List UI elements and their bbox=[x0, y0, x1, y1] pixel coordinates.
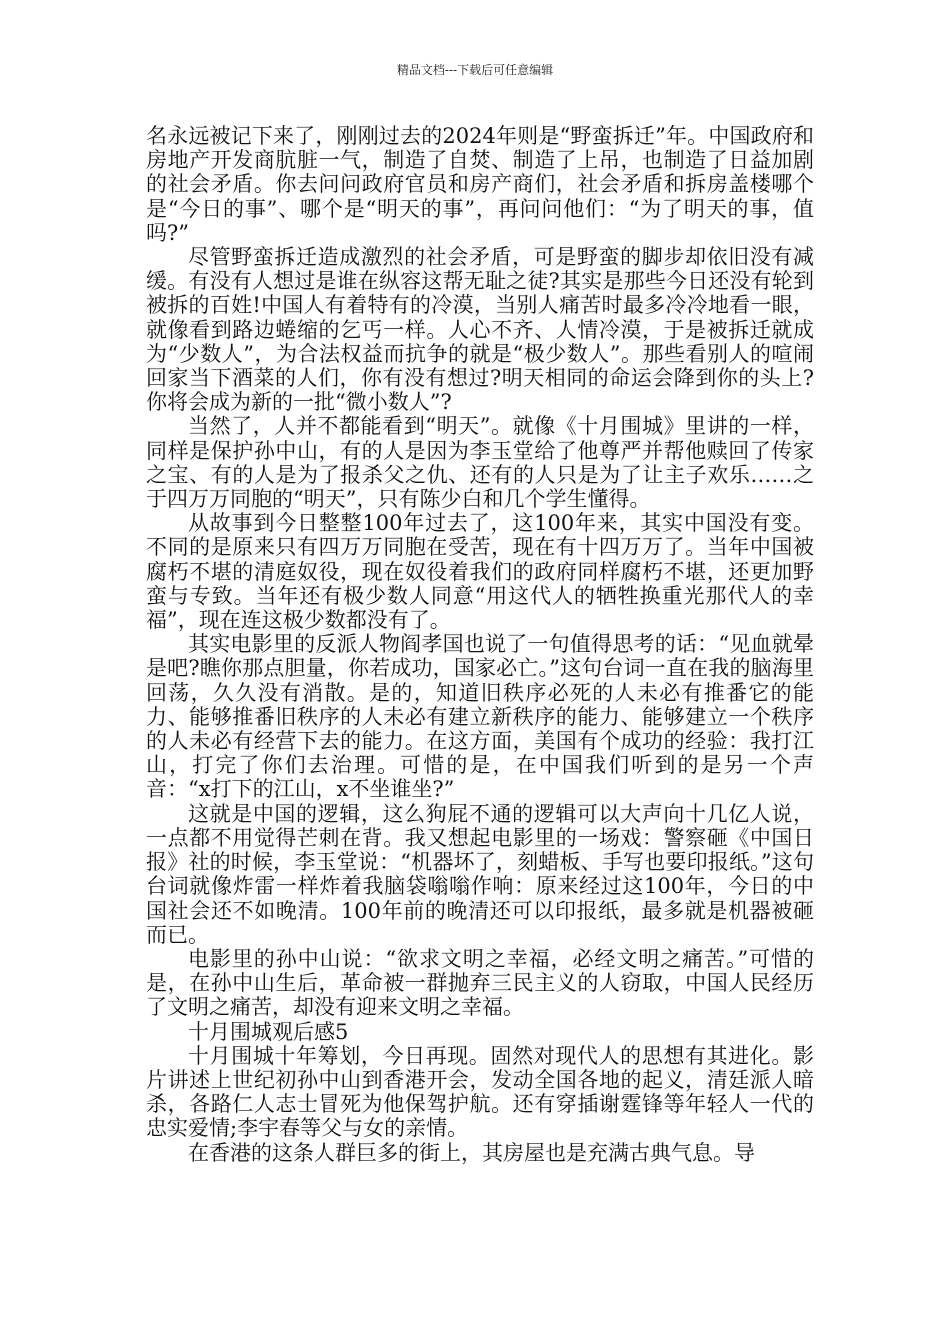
paragraph: 名永远被记下来了，刚刚过去的2024年则是“野蛮拆迁”年。中国政府和房地产开发商肮脏一气，制造了自焚、制造了上吊，也制造了日益加剧的社会矛盾。你去问问政府官员和房产商们，社会矛盾和拆房盖楼哪个是“今日的事”、哪个是“明天的事”，再问问他们：“为了明天的事，值吗?” bbox=[146, 124, 814, 245]
paragraph: 十月围城十年筹划，今日再现。固然对现代人的思想有其进化。影片讲述上世纪初孙中山到香港开会，发动全国各地的起义，清廷派人暗杀，各路仁人志士冒死为他保驾护航。还有穿插谢霆锋等年轻人一代的忠实爱情;李宇春等父与女的亲情。 bbox=[146, 1043, 814, 1141]
section-heading: 十月围城观后感5 bbox=[188, 1019, 349, 1044]
paragraph: 尽管野蛮拆迁造成激烈的社会矛盾，可是野蛮的脚步却依旧没有减缓。有没有人想过是谁在纵容这帮无耻之徒?其实是那些今日还没有轮到被拆的百姓!中国人有着特有的冷漠，当别人痛苦时最多冷冷地看一眼，就像看到路边蜷缩的乞丐一样。人心不齐、人情冷漠，于是被拆迁就成为“少数人”，为合法权益而抗争的就是“极少数人”。那些看别人的喧闹回家当下酒菜的人们，你有没有想过?明天相同的命运会降到你的头上?你将会成为新的一批“微小数人”? bbox=[146, 245, 814, 415]
paragraph: 从故事到今日整整100年过去了，这100年来，其实中国没有变。不同的是原来只有四万万同胞在受苦，现在有十四万万了。当年中国被腐朽不堪的清庭奴役，现在奴役着我们的政府同样腐朽不堪，还更加野蛮与专致。当年还有极少数人同意“用这代人的牺牲换重光那代人的幸福”，现在连这极少数都没有了。 bbox=[146, 511, 814, 633]
paragraph: 其实电影里的反派人物阎孝国也说了一句值得思考的话：“见血就晕是吧?瞧你那点胆量，你若成功，国家必亡。”这句台词一直在我的脑海里回荡，久久没有消散。是的，知道旧秩序必死的人未必有推番它的能力、能够推番旧秩序的人未必有建立新秩序的能力、能够建立一个秩序的人未必有经营下去的能力。在这方面，美国有个成功的经验：我打江山，打完了你们去治理。可惜的是，在中国我们听到的是另一个声音：“x打下的江山，x不坐谁坐?” bbox=[146, 632, 814, 802]
document-body bbox=[146, 124, 814, 1165]
page-header: 精品文档---下载后可任意编辑 bbox=[396, 63, 554, 77]
paragraph: 当然了，人并不都能看到“明天”。就像《十月围城》里讲的一样，同样是保护孙中山，有的人是因为李玉堂给了他尊严并帮他赎回了传家之宝、有的人是为了报杀父之仇、还有的人只是为了让主子欢乐……之于四万万同胞的“明天”，只有陈少白和几个学生懂得。 bbox=[146, 414, 814, 512]
paragraph: 这就是中国的逻辑，这么狗屁不通的逻辑可以大声向十几亿人说，一点都不用觉得芒刺在背。我又想起电影里的一场戏：警察砸《中国日报》社的时候，李玉堂说：“机器坏了，刻蜡板、手写也要印报纸。”这句台词就像炸雷一样炸着我脑袋嗡嗡作响：原来经过这100年，今日的中国社会还不如晚清。100年前的晚清还可以印报纸，最多就是机器被砸而已。 bbox=[146, 801, 814, 947]
paragraph: 电影里的孙中山说：“欲求文明之幸福，必经文明之痛苦。”可惜的是，在孙中山生后，革命被一群抛弃三民主义的人窃取，中国人民经历了文明之痛苦，却没有迎来文明之幸福。 bbox=[146, 946, 814, 1020]
paragraph: 在香港的这条人群巨多的街上，其房屋也是充满古典气息。导 bbox=[188, 1140, 755, 1165]
